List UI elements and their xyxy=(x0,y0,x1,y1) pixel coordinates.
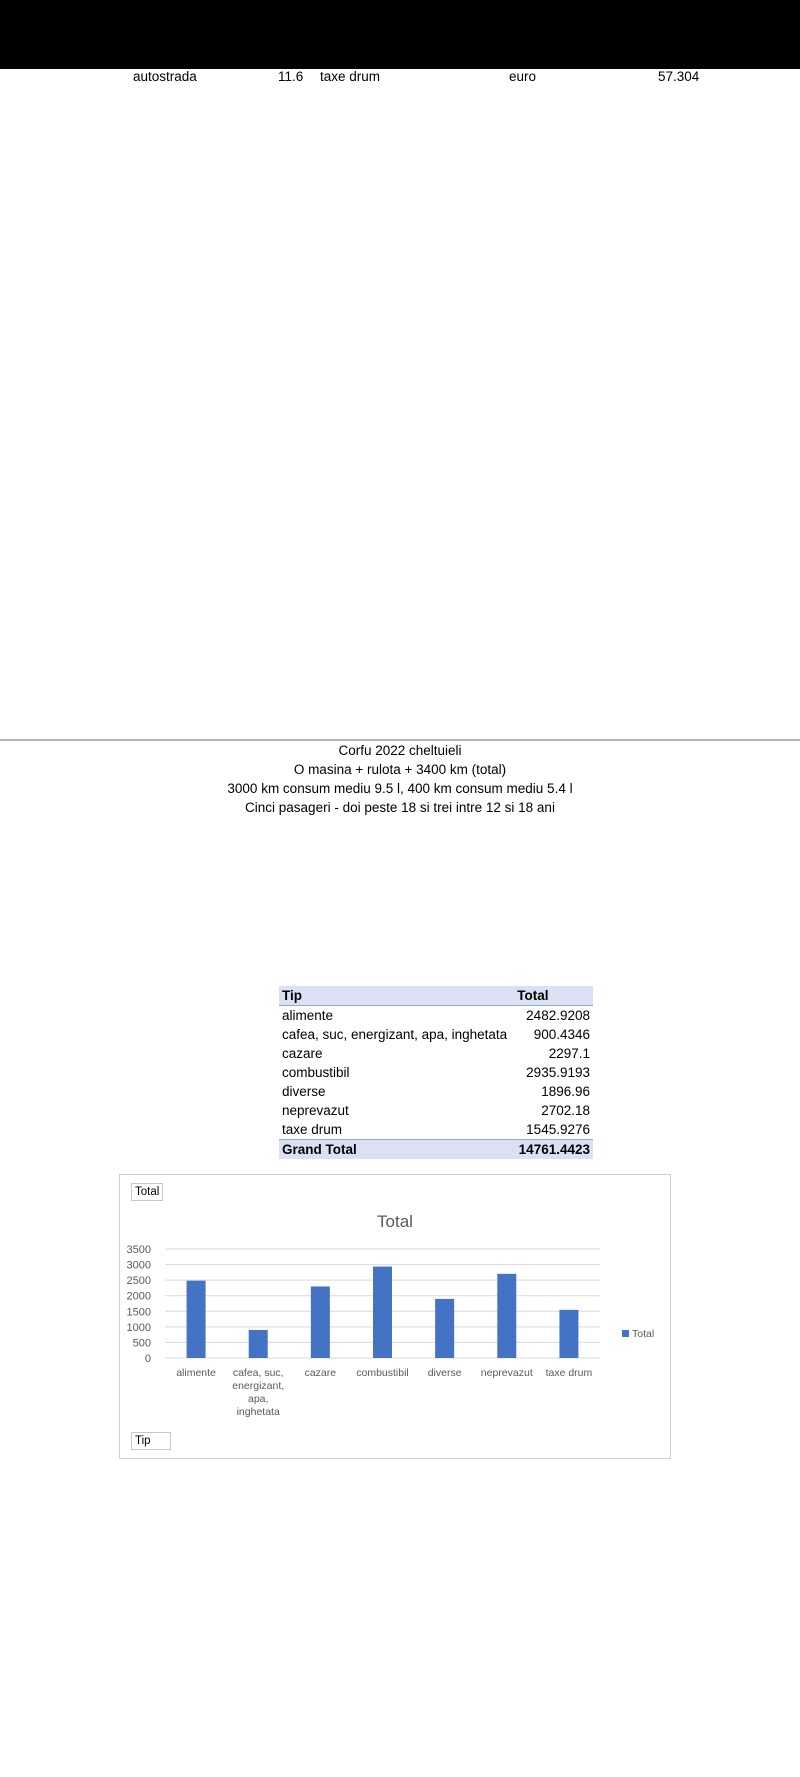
pivot-cell-total: 900.4346 xyxy=(533,1027,590,1042)
bar xyxy=(497,1274,516,1358)
pivot-chart[interactable] xyxy=(119,1174,671,1459)
pivot-header-row xyxy=(279,986,593,1006)
pivot-cell-tip: alimente xyxy=(282,1008,334,1023)
header-title: Corfu 2022 cheltuieli xyxy=(338,743,462,758)
x-tick-label: neprevazut xyxy=(480,1367,533,1379)
x-tick-label: taxe drum xyxy=(545,1367,593,1379)
row-category: taxe drum xyxy=(320,69,381,84)
pivot-cell-tip: neprevazut xyxy=(282,1103,349,1118)
pivot-row xyxy=(279,1120,593,1140)
bar xyxy=(187,1281,206,1358)
pivot-cell-tip: taxe drum xyxy=(282,1122,343,1137)
pivot-cell-total: 2702.18 xyxy=(541,1103,590,1118)
y-tick-label: 2000 xyxy=(126,1290,151,1303)
pivot-cell-total: 2482.9208 xyxy=(526,1008,590,1023)
y-tick-label: 500 xyxy=(132,1337,151,1350)
pivot-cell-tip: combustibil xyxy=(282,1065,350,1080)
bar xyxy=(373,1267,392,1358)
x-tick-label: inghetata xyxy=(236,1406,280,1418)
pivot-cell-tip: diverse xyxy=(282,1084,326,1099)
x-tick-label: cafea, suc, xyxy=(232,1367,284,1379)
x-tick-label: energizant, xyxy=(232,1380,285,1392)
header-line-passengers: Cinci pasageri - doi peste 18 si trei intre 12 si 18 ani xyxy=(245,800,555,815)
y-tick-label: 1500 xyxy=(126,1306,151,1319)
value-field-button[interactable]: Total xyxy=(131,1183,163,1201)
chart-title: Total xyxy=(377,1212,413,1231)
x-tick-label: apa, xyxy=(247,1393,269,1405)
pivot-cell-total: 1896.96 xyxy=(541,1084,590,1099)
row-amount: 11.6 xyxy=(278,69,304,84)
pivot-header-tip: Tip xyxy=(279,986,514,1006)
pivot-cell-total: 1545.9276 xyxy=(526,1122,590,1137)
pivot-grand-total-label: Grand Total xyxy=(279,1140,514,1160)
pivot-header-total: Total xyxy=(514,986,593,1006)
pivot-row xyxy=(279,1044,593,1063)
legend-swatch xyxy=(622,1330,629,1337)
row-value: 57.304 xyxy=(658,69,700,84)
pivot-row xyxy=(279,1101,593,1120)
header-line-consumption: 3000 km consum mediu 9.5 l, 400 km consum mediu 5.4 l xyxy=(227,781,573,796)
document-header xyxy=(0,741,800,817)
bar xyxy=(559,1310,578,1358)
pivot-row xyxy=(279,1082,593,1101)
pivot-cell-tip: cazare xyxy=(282,1046,323,1061)
pivot-cell-tip: cafea, suc, energizant, apa, inghetata xyxy=(282,1027,508,1042)
x-tick-label: diverse xyxy=(427,1367,462,1379)
y-tick-label: 3000 xyxy=(126,1259,151,1272)
row-currency: euro xyxy=(509,69,537,84)
pivot-row xyxy=(279,1025,593,1044)
pivot-grand-total-row xyxy=(279,1140,593,1160)
pivot-cell-total: 2297.1 xyxy=(548,1046,590,1061)
y-tick-label: 2500 xyxy=(126,1275,151,1288)
pivot-table xyxy=(279,986,593,1159)
pivot-cell-total: 2935.9193 xyxy=(526,1065,590,1080)
pivot-row xyxy=(279,1063,593,1082)
y-tick-label: 0 xyxy=(144,1353,151,1365)
axis-field-button[interactable]: Tip xyxy=(131,1432,171,1450)
x-tick-label: cazare xyxy=(304,1367,337,1379)
x-tick-label: alimente xyxy=(176,1367,216,1379)
bar xyxy=(435,1299,454,1358)
y-tick-label: 1000 xyxy=(126,1321,151,1334)
pivot-row xyxy=(279,1006,593,1026)
chart-plot xyxy=(120,1175,670,1458)
bar xyxy=(249,1330,268,1358)
row-location: autostrada xyxy=(133,69,197,84)
bar xyxy=(311,1286,330,1358)
y-tick-label: 3500 xyxy=(126,1244,151,1256)
pivot-grand-total-value: 14761.4423 xyxy=(514,1140,593,1160)
x-tick-label: combustibil xyxy=(356,1367,409,1379)
top-black-bar xyxy=(0,0,800,69)
legend-label: Total xyxy=(632,1328,655,1340)
header-line-vehicle: O masina + rulota + 3400 km (total) xyxy=(293,762,507,777)
